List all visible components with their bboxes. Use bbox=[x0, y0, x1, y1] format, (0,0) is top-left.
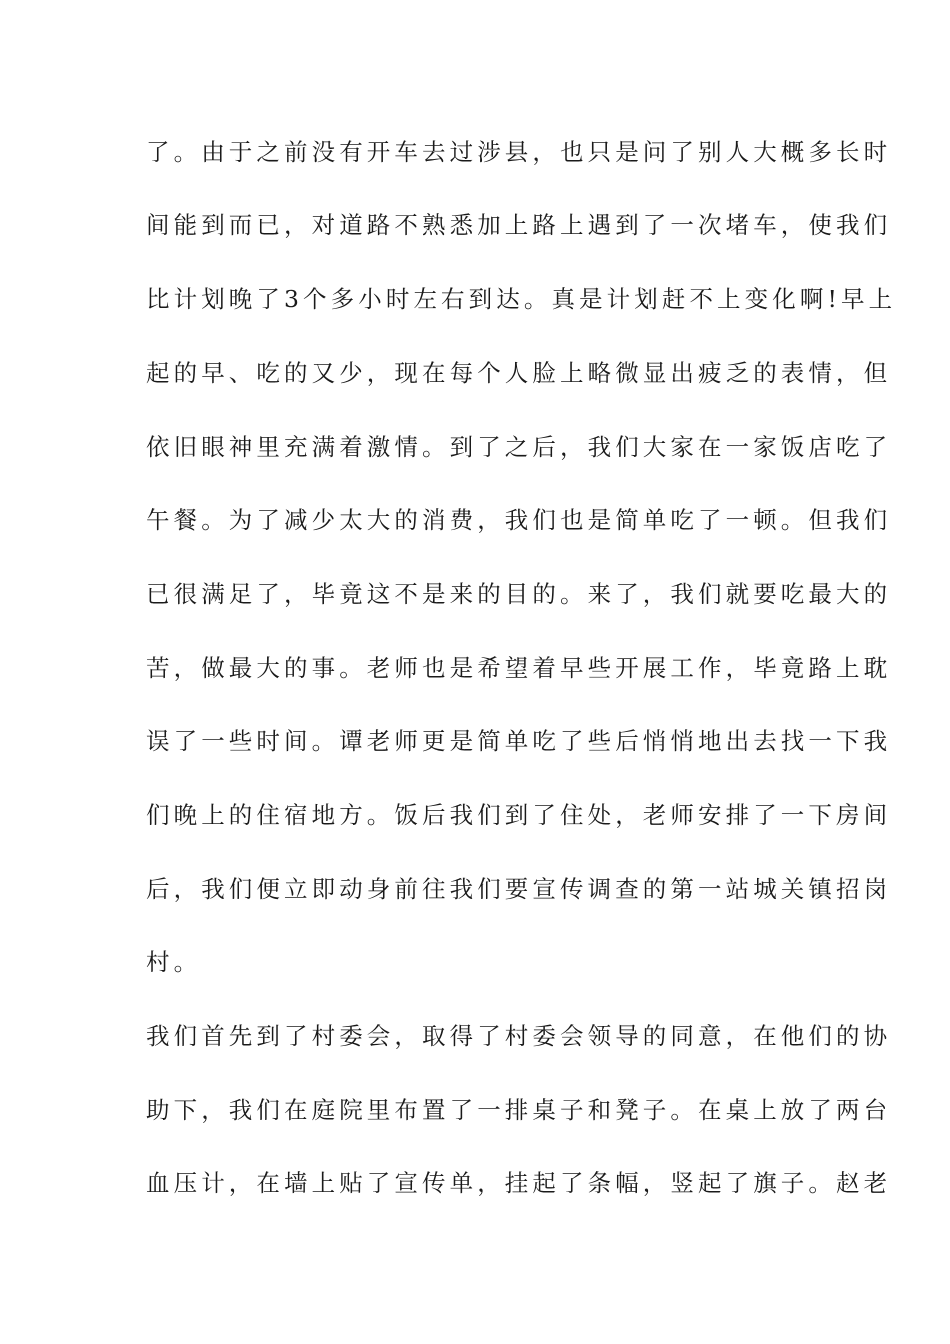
paragraph-1-line-6: 午餐。为了减少太大的消费，我们也是简单吃了一顿。但我们 bbox=[146, 506, 892, 534]
paragraph-2-line-3: 血压计，在墙上贴了宣传单，挂起了条幅，竖起了旗子。赵老 bbox=[146, 1169, 892, 1197]
paragraph-1-line-10: 们晚上的住宿地方。饭后我们到了住处，老师安排了一下房间 bbox=[146, 801, 892, 829]
paragraph-1-line-12: 村。 bbox=[146, 948, 202, 976]
paragraph-2-line-1: 我们首先到了村委会，取得了村委会领导的同意，在他们的协 bbox=[146, 1022, 892, 1050]
paragraph-1-line-1: 了。由于之前没有开车去过涉县，也只是问了别人大概多长时 bbox=[146, 138, 892, 166]
paragraph-1-line-5: 依旧眼神里充满着激情。到了之后，我们大家在一家饭店吃了 bbox=[146, 433, 892, 461]
paragraph-1-line-7: 已很满足了，毕竟这不是来的目的。来了，我们就要吃最大的 bbox=[146, 580, 892, 608]
paragraph-2-line-2: 助下，我们在庭院里布置了一排桌子和凳子。在桌上放了两台 bbox=[146, 1096, 892, 1124]
paragraph-1-line-11: 后，我们便立即动身前往我们要宣传调查的第一站城关镇招岗 bbox=[146, 875, 892, 903]
paragraph-1-line-3: 比计划晚了3个多小时左右到达。真是计划赶不上变化啊!早上 bbox=[146, 285, 897, 313]
paragraph-1-line-4: 起的早、吃的又少，现在每个人脸上略微显出疲乏的表情，但 bbox=[146, 359, 892, 387]
paragraph-1-line-9: 误了一些时间。谭老师更是简单吃了些后悄悄地出去找一下我 bbox=[146, 727, 892, 755]
paragraph-1-line-2: 间能到而已，对道路不熟悉加上路上遇到了一次堵车，使我们 bbox=[146, 211, 892, 239]
paragraph-1-line-8: 苦，做最大的事。老师也是希望着早些开展工作，毕竟路上耽 bbox=[146, 654, 892, 682]
